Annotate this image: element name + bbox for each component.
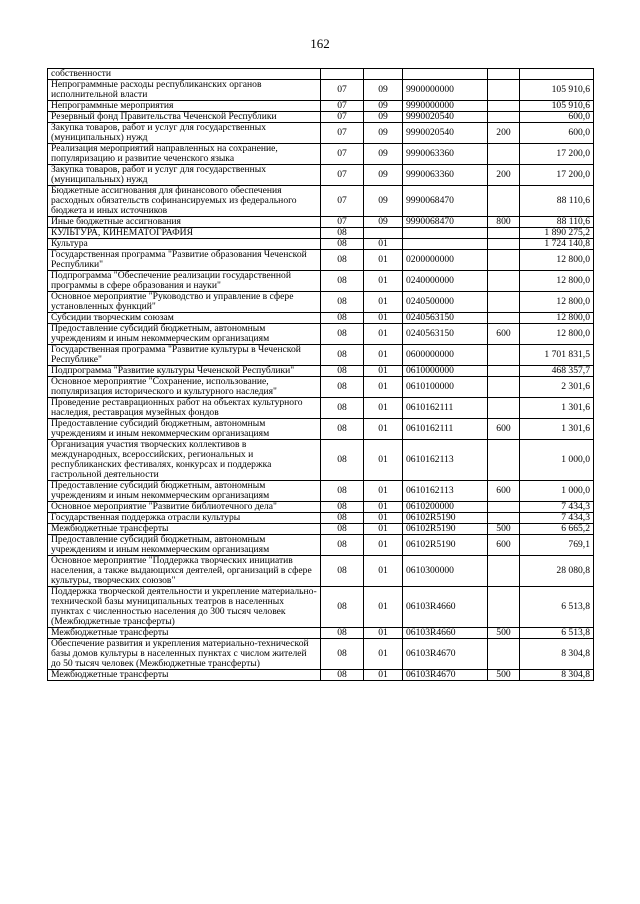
subsection-code-cell bbox=[364, 228, 403, 239]
expense-type-cell: 200 bbox=[488, 165, 520, 186]
subsection-code-cell: 01 bbox=[364, 398, 403, 419]
expense-type-cell bbox=[488, 513, 520, 524]
amount-cell: 1 724 140,8 bbox=[520, 239, 594, 250]
table-row bbox=[48, 239, 594, 250]
subsection-code-cell: 09 bbox=[364, 217, 403, 228]
expense-type-cell bbox=[488, 639, 520, 670]
amount-cell: 12 800,0 bbox=[520, 324, 594, 345]
target-article-cell: 06103R4670 bbox=[403, 670, 488, 681]
subsection-code-cell: 01 bbox=[364, 292, 403, 313]
amount-cell: 1 301,6 bbox=[520, 419, 594, 440]
table-row bbox=[48, 69, 594, 80]
expense-type-cell: 600 bbox=[488, 324, 520, 345]
expense-type-cell: 600 bbox=[488, 481, 520, 502]
section-code-cell: 08 bbox=[321, 556, 364, 587]
table-row bbox=[48, 324, 594, 345]
expense-type-cell bbox=[488, 345, 520, 366]
row-name-cell: Государственная программа "Развитие культуры в Чеченской Республике" bbox=[48, 345, 321, 366]
target-article-cell: 9900000000 bbox=[403, 80, 488, 101]
target-article-cell: 0610300000 bbox=[403, 556, 488, 587]
expense-type-cell bbox=[488, 292, 520, 313]
target-article-cell: 0610200000 bbox=[403, 502, 488, 513]
section-code-cell: 07 bbox=[321, 165, 364, 186]
target-article-cell: 06102R5190 bbox=[403, 535, 488, 556]
section-code-cell: 08 bbox=[321, 524, 364, 535]
target-article-cell: 0610100000 bbox=[403, 377, 488, 398]
subsection-code-cell: 09 bbox=[364, 80, 403, 101]
table-row bbox=[48, 377, 594, 398]
section-code-cell: 07 bbox=[321, 123, 364, 144]
expense-type-cell bbox=[488, 186, 520, 217]
subsection-code-cell: 01 bbox=[364, 271, 403, 292]
expense-type-cell: 500 bbox=[488, 524, 520, 535]
expense-type-cell bbox=[488, 250, 520, 271]
amount-cell: 1 000,0 bbox=[520, 440, 594, 481]
target-article-cell: 0610162113 bbox=[403, 481, 488, 502]
target-article-cell: 9990020540 bbox=[403, 112, 488, 123]
amount-cell: 88 110,6 bbox=[520, 217, 594, 228]
page-number: 162 bbox=[310, 36, 330, 51]
amount-cell: 1 000,0 bbox=[520, 481, 594, 502]
expense-type-cell bbox=[488, 112, 520, 123]
subsection-code-cell: 01 bbox=[364, 419, 403, 440]
expense-type-cell: 200 bbox=[488, 123, 520, 144]
amount-cell: 17 200,0 bbox=[520, 165, 594, 186]
target-article-cell: 9990068470 bbox=[403, 217, 488, 228]
expense-type-cell bbox=[488, 440, 520, 481]
amount-cell: 105 910,6 bbox=[520, 101, 594, 112]
subsection-code-cell: 01 bbox=[364, 502, 403, 513]
expense-type-cell bbox=[488, 313, 520, 324]
target-article-cell: 0240563150 bbox=[403, 313, 488, 324]
table-row bbox=[48, 313, 594, 324]
section-code-cell bbox=[321, 69, 364, 80]
section-code-cell: 07 bbox=[321, 101, 364, 112]
amount-cell: 2 301,6 bbox=[520, 377, 594, 398]
amount-cell: 6 513,8 bbox=[520, 587, 594, 628]
amount-cell: 8 304,8 bbox=[520, 639, 594, 670]
amount-cell: 6 665,2 bbox=[520, 524, 594, 535]
amount-cell: 7 434,3 bbox=[520, 513, 594, 524]
subsection-code-cell: 09 bbox=[364, 186, 403, 217]
expense-type-cell bbox=[488, 366, 520, 377]
amount-cell: 600,0 bbox=[520, 112, 594, 123]
target-article-cell: 0240500000 bbox=[403, 292, 488, 313]
section-code-cell: 08 bbox=[321, 239, 364, 250]
amount-cell: 6 513,8 bbox=[520, 628, 594, 639]
row-name-cell: Непрограммные мероприятия bbox=[48, 101, 321, 112]
subsection-code-cell: 01 bbox=[364, 639, 403, 670]
expense-type-cell: 500 bbox=[488, 670, 520, 681]
target-article-cell: 0610000000 bbox=[403, 366, 488, 377]
target-article-cell: 0610162113 bbox=[403, 440, 488, 481]
expense-type-cell: 600 bbox=[488, 535, 520, 556]
subsection-code-cell bbox=[364, 69, 403, 80]
amount-cell: 17 200,0 bbox=[520, 144, 594, 165]
table-row bbox=[48, 513, 594, 524]
amount-cell: 468 357,7 bbox=[520, 366, 594, 377]
section-code-cell: 08 bbox=[321, 228, 364, 239]
row-name-cell: Проведение реставрационных работ на объектах культурного наследия, реставрация музейных фондов bbox=[48, 398, 321, 419]
subsection-code-cell: 01 bbox=[364, 366, 403, 377]
section-code-cell: 08 bbox=[321, 639, 364, 670]
row-name-cell: Предоставление субсидий бюджетным, автономным учреждениям и иным некоммерческим организациям bbox=[48, 419, 321, 440]
amount-cell: 28 080,8 bbox=[520, 556, 594, 587]
budget-table-body bbox=[48, 69, 594, 681]
row-name-cell: Государственная поддержка отрасли культуры bbox=[48, 513, 321, 524]
amount-cell: 7 434,3 bbox=[520, 502, 594, 513]
table-row bbox=[48, 80, 594, 101]
row-name-cell: КУЛЬТУРА, КИНЕМАТОГРАФИЯ bbox=[48, 228, 321, 239]
table-row bbox=[48, 101, 594, 112]
table-row bbox=[48, 587, 594, 628]
expense-type-cell bbox=[488, 377, 520, 398]
amount-cell: 600,0 bbox=[520, 123, 594, 144]
expense-type-cell bbox=[488, 101, 520, 112]
table-row bbox=[48, 398, 594, 419]
row-name-cell: Предоставление субсидий бюджетным, автономным учреждениям и иным некоммерческим организациям bbox=[48, 481, 321, 502]
target-article-cell: 9990068470 bbox=[403, 186, 488, 217]
subsection-code-cell: 09 bbox=[364, 123, 403, 144]
row-name-cell: Государственная программа "Развитие образования Чеченской Республики" bbox=[48, 250, 321, 271]
row-name-cell: Поддержка творческой деятельности и укрепление материально-технической базы муниципальных театров в населенных пунктах с численностью населения до 300 тысяч человек (Межбюджетные трансферты) bbox=[48, 587, 321, 628]
table-row bbox=[48, 144, 594, 165]
subsection-code-cell: 01 bbox=[364, 513, 403, 524]
subsection-code-cell: 01 bbox=[364, 556, 403, 587]
target-article-cell: 06103R4670 bbox=[403, 639, 488, 670]
table-row bbox=[48, 481, 594, 502]
expense-type-cell bbox=[488, 502, 520, 513]
expense-type-cell bbox=[488, 228, 520, 239]
target-article-cell bbox=[403, 228, 488, 239]
section-code-cell: 08 bbox=[321, 292, 364, 313]
expense-type-cell bbox=[488, 271, 520, 292]
section-code-cell: 08 bbox=[321, 366, 364, 377]
row-name-cell: Субсидии творческим союзам bbox=[48, 313, 321, 324]
section-code-cell: 08 bbox=[321, 535, 364, 556]
target-article-cell: 0240000000 bbox=[403, 271, 488, 292]
table-row bbox=[48, 123, 594, 144]
target-article-cell: 9990020540 bbox=[403, 123, 488, 144]
expense-type-cell bbox=[488, 587, 520, 628]
target-article-cell bbox=[403, 69, 488, 80]
section-code-cell: 08 bbox=[321, 670, 364, 681]
row-name-cell: Основное мероприятие "Сохранение, использование, популяризация исторического и культурного наследия" bbox=[48, 377, 321, 398]
target-article-cell: 0600000000 bbox=[403, 345, 488, 366]
amount-cell: 105 910,6 bbox=[520, 80, 594, 101]
section-code-cell: 08 bbox=[321, 324, 364, 345]
amount-cell: 12 800,0 bbox=[520, 292, 594, 313]
target-article-cell: 06102R5190 bbox=[403, 524, 488, 535]
subsection-code-cell: 09 bbox=[364, 165, 403, 186]
subsection-code-cell: 01 bbox=[364, 377, 403, 398]
table-row bbox=[48, 556, 594, 587]
table-row bbox=[48, 639, 594, 670]
table-row bbox=[48, 217, 594, 228]
target-article-cell: 9990063360 bbox=[403, 165, 488, 186]
section-code-cell: 08 bbox=[321, 513, 364, 524]
subsection-code-cell: 01 bbox=[364, 324, 403, 345]
expense-type-cell: 600 bbox=[488, 419, 520, 440]
target-article-cell: 06103R4660 bbox=[403, 587, 488, 628]
expense-type-cell: 500 bbox=[488, 628, 520, 639]
budget-table bbox=[47, 68, 594, 681]
table-row bbox=[48, 366, 594, 377]
row-name-cell: Обеспечение развития и укрепления материально-технической базы домов культуры в населенных пунктах с числом жителей до 50 тысяч человек (Межбюджетные трансферты) bbox=[48, 639, 321, 670]
row-name-cell: Непрограммные расходы республиканских органов исполнительной власти bbox=[48, 80, 321, 101]
subsection-code-cell: 01 bbox=[364, 481, 403, 502]
row-name-cell: Предоставление субсидий бюджетным, автономным учреждениям и иным некоммерческим организациям bbox=[48, 535, 321, 556]
row-name-cell: Закупка товаров, работ и услуг для государственных (муниципальных) нужд bbox=[48, 123, 321, 144]
section-code-cell: 08 bbox=[321, 587, 364, 628]
expense-type-cell bbox=[488, 144, 520, 165]
section-code-cell: 08 bbox=[321, 419, 364, 440]
section-code-cell: 07 bbox=[321, 217, 364, 228]
table-row bbox=[48, 112, 594, 123]
target-article-cell: 06102R5190 bbox=[403, 513, 488, 524]
row-name-cell: Культура bbox=[48, 239, 321, 250]
subsection-code-cell: 09 bbox=[364, 101, 403, 112]
subsection-code-cell: 09 bbox=[364, 112, 403, 123]
table-row bbox=[48, 419, 594, 440]
section-code-cell: 08 bbox=[321, 628, 364, 639]
row-name-cell: Бюджетные ассигнования для финансового обеспечения расходных обязательств софинансируемых из федерального бюджета и иных источников bbox=[48, 186, 321, 217]
amount-cell: 1 701 831,5 bbox=[520, 345, 594, 366]
table-row bbox=[48, 250, 594, 271]
table-row bbox=[48, 628, 594, 639]
target-article-cell: 0240563150 bbox=[403, 324, 488, 345]
row-name-cell: Межбюджетные трансферты bbox=[48, 524, 321, 535]
row-name-cell: Подпрограмма "Обеспечение реализации государственной программы в сфере образования и науки" bbox=[48, 271, 321, 292]
table-row bbox=[48, 535, 594, 556]
expense-type-cell: 800 bbox=[488, 217, 520, 228]
subsection-code-cell: 09 bbox=[364, 144, 403, 165]
subsection-code-cell: 01 bbox=[364, 628, 403, 639]
subsection-code-cell: 01 bbox=[364, 535, 403, 556]
subsection-code-cell: 01 bbox=[364, 524, 403, 535]
table-row bbox=[48, 670, 594, 681]
subsection-code-cell: 01 bbox=[364, 670, 403, 681]
row-name-cell: Основное мероприятие "Руководство и управление в сфере установленных функций" bbox=[48, 292, 321, 313]
section-code-cell: 08 bbox=[321, 440, 364, 481]
row-name-cell: Межбюджетные трансферты bbox=[48, 628, 321, 639]
row-name-cell: Закупка товаров, работ и услуг для государственных (муниципальных) нужд bbox=[48, 165, 321, 186]
amount-cell bbox=[520, 69, 594, 80]
target-article-cell: 06103R4660 bbox=[403, 628, 488, 639]
table-row bbox=[48, 502, 594, 513]
row-name-cell: Организация участия творческих коллективов в международных, всероссийских, региональных и республиканских фестивалях, конкурсах и поддержка гастрольной деятельности bbox=[48, 440, 321, 481]
section-code-cell: 08 bbox=[321, 398, 364, 419]
amount-cell: 1 301,6 bbox=[520, 398, 594, 419]
row-name-cell: собственности bbox=[48, 69, 321, 80]
subsection-code-cell: 01 bbox=[364, 250, 403, 271]
table-row bbox=[48, 524, 594, 535]
target-article-cell: 0610162111 bbox=[403, 419, 488, 440]
amount-cell: 8 304,8 bbox=[520, 670, 594, 681]
section-code-cell: 08 bbox=[321, 271, 364, 292]
row-name-cell: Резервный фонд Правительства Чеченской Республики bbox=[48, 112, 321, 123]
row-name-cell: Подпрограмма "Развитие культуры Чеченской Республики" bbox=[48, 366, 321, 377]
amount-cell: 1 890 275,2 bbox=[520, 228, 594, 239]
row-name-cell: Основное мероприятие "Развитие библиотечного дела" bbox=[48, 502, 321, 513]
table-row bbox=[48, 165, 594, 186]
row-name-cell: Предоставление субсидий бюджетным, автономным учреждениям и иным некоммерческим организациям bbox=[48, 324, 321, 345]
section-code-cell: 08 bbox=[321, 502, 364, 513]
subsection-code-cell: 01 bbox=[364, 587, 403, 628]
amount-cell: 88 110,6 bbox=[520, 186, 594, 217]
expense-type-cell bbox=[488, 69, 520, 80]
section-code-cell: 08 bbox=[321, 313, 364, 324]
target-article-cell: 9990000000 bbox=[403, 101, 488, 112]
amount-cell: 12 800,0 bbox=[520, 271, 594, 292]
row-name-cell: Реализация мероприятий направленных на сохранение, популяризацию и развитие чеченского языка bbox=[48, 144, 321, 165]
table-row bbox=[48, 271, 594, 292]
expense-type-cell bbox=[488, 398, 520, 419]
section-code-cell: 08 bbox=[321, 250, 364, 271]
subsection-code-cell: 01 bbox=[364, 313, 403, 324]
expense-type-cell bbox=[488, 80, 520, 101]
expense-type-cell bbox=[488, 556, 520, 587]
section-code-cell: 07 bbox=[321, 186, 364, 217]
table-row bbox=[48, 292, 594, 313]
row-name-cell: Иные бюджетные ассигнования bbox=[48, 217, 321, 228]
table-row bbox=[48, 186, 594, 217]
section-code-cell: 07 bbox=[321, 112, 364, 123]
row-name-cell: Межбюджетные трансферты bbox=[48, 670, 321, 681]
section-code-cell: 07 bbox=[321, 144, 364, 165]
target-article-cell: 0200000000 bbox=[403, 250, 488, 271]
row-name-cell: Основное мероприятие "Поддержка творческих инициатив населения, а также выдающихся деятелей, организаций в сфере культуры, творческих союзов" bbox=[48, 556, 321, 587]
section-code-cell: 08 bbox=[321, 377, 364, 398]
target-article-cell: 9990063360 bbox=[403, 144, 488, 165]
subsection-code-cell: 01 bbox=[364, 239, 403, 250]
section-code-cell: 08 bbox=[321, 345, 364, 366]
section-code-cell: 08 bbox=[321, 481, 364, 502]
target-article-cell: 0610162111 bbox=[403, 398, 488, 419]
target-article-cell bbox=[403, 239, 488, 250]
table-row bbox=[48, 345, 594, 366]
section-code-cell: 07 bbox=[321, 80, 364, 101]
table-row bbox=[48, 440, 594, 481]
table-row bbox=[48, 228, 594, 239]
amount-cell: 769,1 bbox=[520, 535, 594, 556]
amount-cell: 12 800,0 bbox=[520, 250, 594, 271]
expense-type-cell bbox=[488, 239, 520, 250]
subsection-code-cell: 01 bbox=[364, 440, 403, 481]
subsection-code-cell: 01 bbox=[364, 345, 403, 366]
amount-cell: 12 800,0 bbox=[520, 313, 594, 324]
